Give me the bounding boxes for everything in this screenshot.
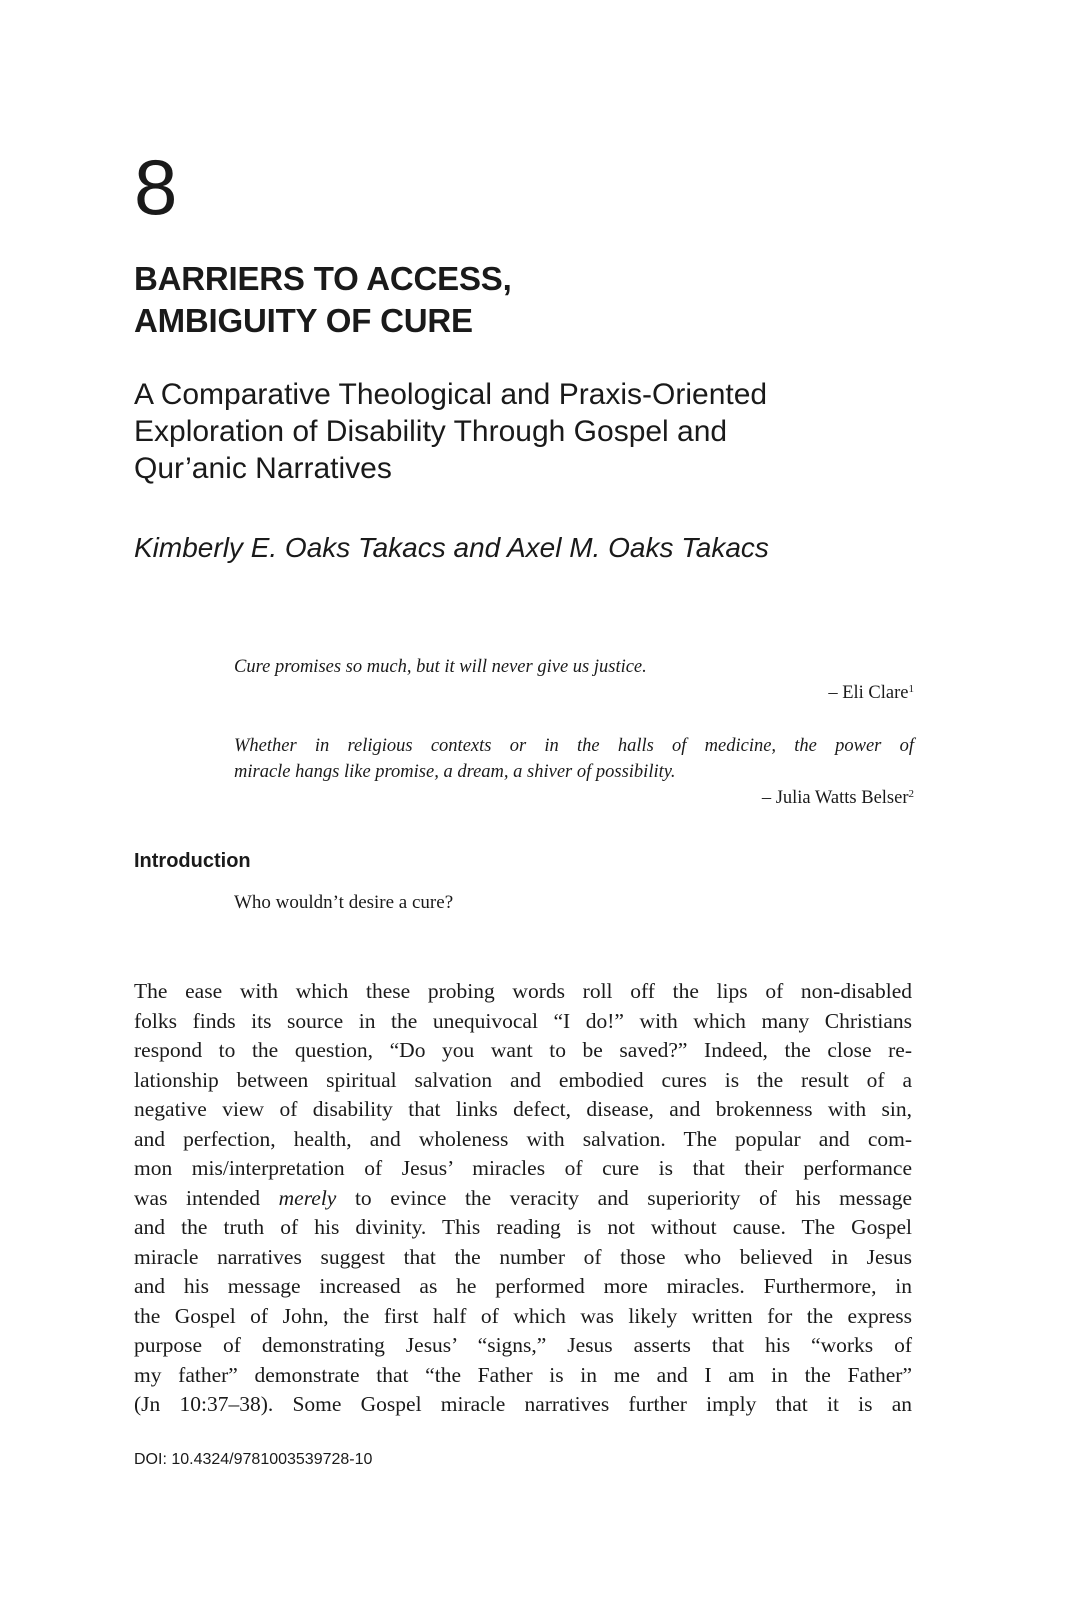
epigraph-attribution-name: – Eli Clare: [828, 683, 909, 703]
epigraph-belser: [234, 733, 914, 811]
intro-opening-quote: Who wouldn’t desire a cure?: [234, 892, 454, 913]
body-line: The ease with which these probing words roll off the lips of non-disabled: [134, 979, 912, 1003]
section-heading-introduction: Introduction: [134, 850, 251, 872]
body-line: purpose of demonstrating Jesus’ “signs,” Jesus asserts that his “works of: [134, 1333, 912, 1357]
chapter-title: [134, 258, 954, 342]
body-line: the Gospel of John, the first half of which was likely written for the express: [134, 1303, 912, 1328]
body-line-with-emphasis: [134, 1184, 912, 1214]
chapter-subtitle-line: Exploration of Disability Through Gospel and: [134, 415, 728, 448]
chapter-authors: Kimberly E. Oaks Takacs and Axel M. Oaks Takacs: [134, 532, 769, 563]
body-line: miracle narratives suggest that the number of those who believed in Jesus: [134, 1244, 912, 1269]
body-text-run: to evince the veracity and superiority of his message: [336, 1185, 913, 1210]
body-paragraph: [134, 977, 912, 1420]
epigraph-attribution: [234, 785, 914, 811]
chapter-title-line: AMBIGUITY OF CURE: [134, 302, 473, 339]
footnote-ref[interactable]: 1: [908, 683, 914, 695]
epigraph-attribution: [234, 680, 914, 706]
body-line: and his message increased as he performed more miracles. Furthermore, in: [134, 1274, 912, 1298]
chapter-number: 8: [134, 143, 178, 231]
doi-footer: DOI: 10.4324/9781003539728-10: [134, 1451, 373, 1468]
body-line: (Jn 10:37–38). Some Gospel miracle narratives further imply that it is an: [134, 1392, 912, 1416]
chapter-title-line: BARRIERS TO ACCESS,: [134, 260, 512, 297]
body-line: mon mis/interpretation of Jesus’ miracles of cure is that their performance: [134, 1156, 912, 1180]
body-line: my father” demonstrate that “the Father is in me and I am in the Father”: [134, 1362, 912, 1387]
chapter-subtitle-line: A Comparative Theological and Praxis-Oriented: [134, 378, 768, 411]
body-text-run: was intended: [134, 1185, 279, 1210]
body-line: and perfection, health, and wholeness with salvation. The popular and com-: [134, 1126, 912, 1151]
body-line: lationship between spiritual salvation and embodied cures is the result of a: [134, 1067, 912, 1092]
emphasis-merely: merely: [278, 1185, 337, 1210]
body-line: and the truth of his divinity. This reading is not without cause. The Gospel: [134, 1215, 912, 1239]
body-line: negative view of disability that links defect, disease, and brokenness with sin,: [134, 1097, 912, 1121]
epigraph-clare: [234, 654, 914, 706]
body-line: folks finds its source in the unequivocal “I do!” with which many Christians: [134, 1008, 912, 1033]
epigraph-quote-line: Whether in religious contexts or in the halls of medicine, the power of: [234, 736, 914, 756]
body-line: respond to the question, “Do you want to be saved?” Indeed, the close re-: [134, 1038, 912, 1062]
epigraph-quote-line: Cure promises so much, but it will never give us justice.: [234, 657, 647, 677]
epigraph-quote-line: miracle hangs like promise, a dream, a shiver of possibility.: [234, 762, 676, 782]
epigraph-attribution-name: – Julia Watts Belser: [761, 788, 909, 808]
chapter-subtitle-line: Qur’anic Narratives: [134, 452, 392, 485]
footnote-ref[interactable]: 2: [908, 788, 914, 800]
chapter-subtitle: [134, 376, 954, 487]
